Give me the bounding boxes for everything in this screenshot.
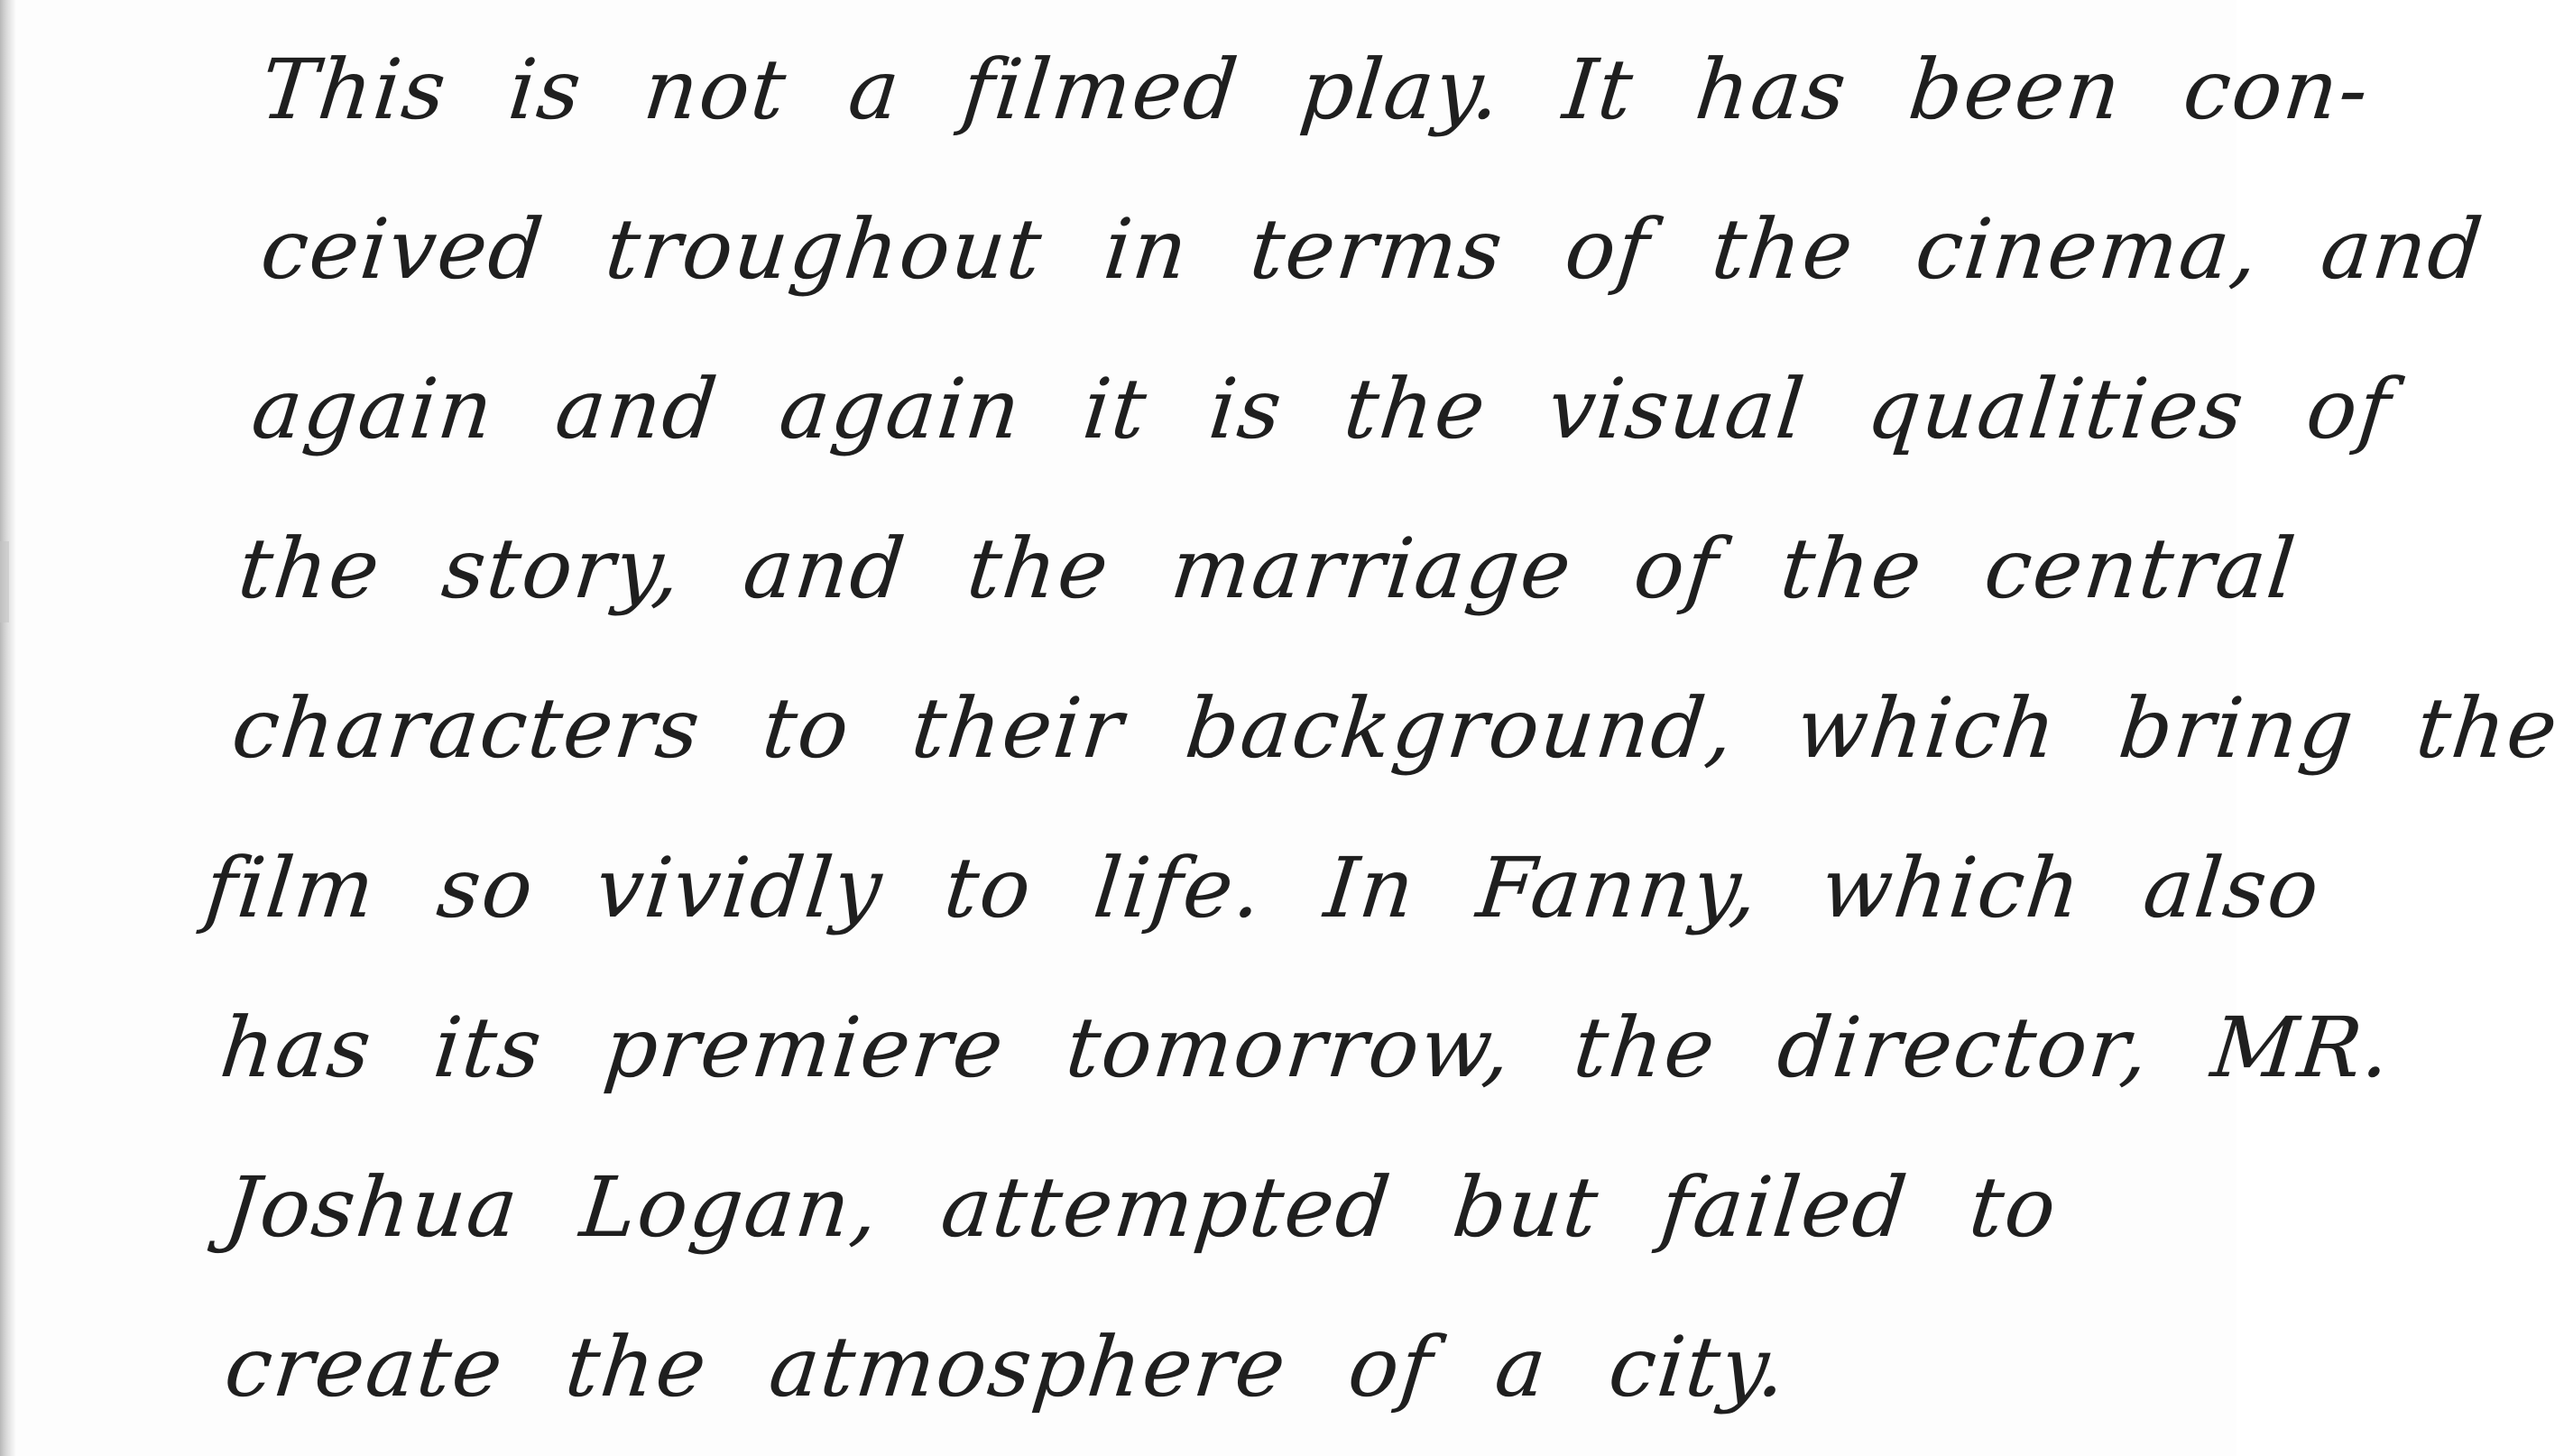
scan-edge-speck bbox=[0, 541, 9, 622]
handwritten-line: film so vividly to life. In Fanny, which also bbox=[200, 840, 2326, 936]
handwritten-line: ceived troughout in terms of the cinema, and bbox=[256, 201, 2489, 298]
handwritten-line: has its premiere tomorrow, the director, MR. bbox=[216, 1000, 2397, 1096]
handwritten-line: again and again it is the visual qualities of bbox=[247, 361, 2397, 457]
handwritten-line: the story, and the marriage of the central bbox=[234, 521, 2301, 617]
handwritten-line: characters to their background, which bring the bbox=[227, 680, 2564, 777]
handwritten-line: create the atmosphere of a city. bbox=[220, 1319, 1793, 1415]
handwritten-line: Joshua Logan, attempted but failed to bbox=[220, 1159, 2062, 1256]
scan-edge-shadow bbox=[0, 0, 16, 1456]
handwritten-line: This is not a filmed play. It has been con- bbox=[256, 41, 2375, 138]
